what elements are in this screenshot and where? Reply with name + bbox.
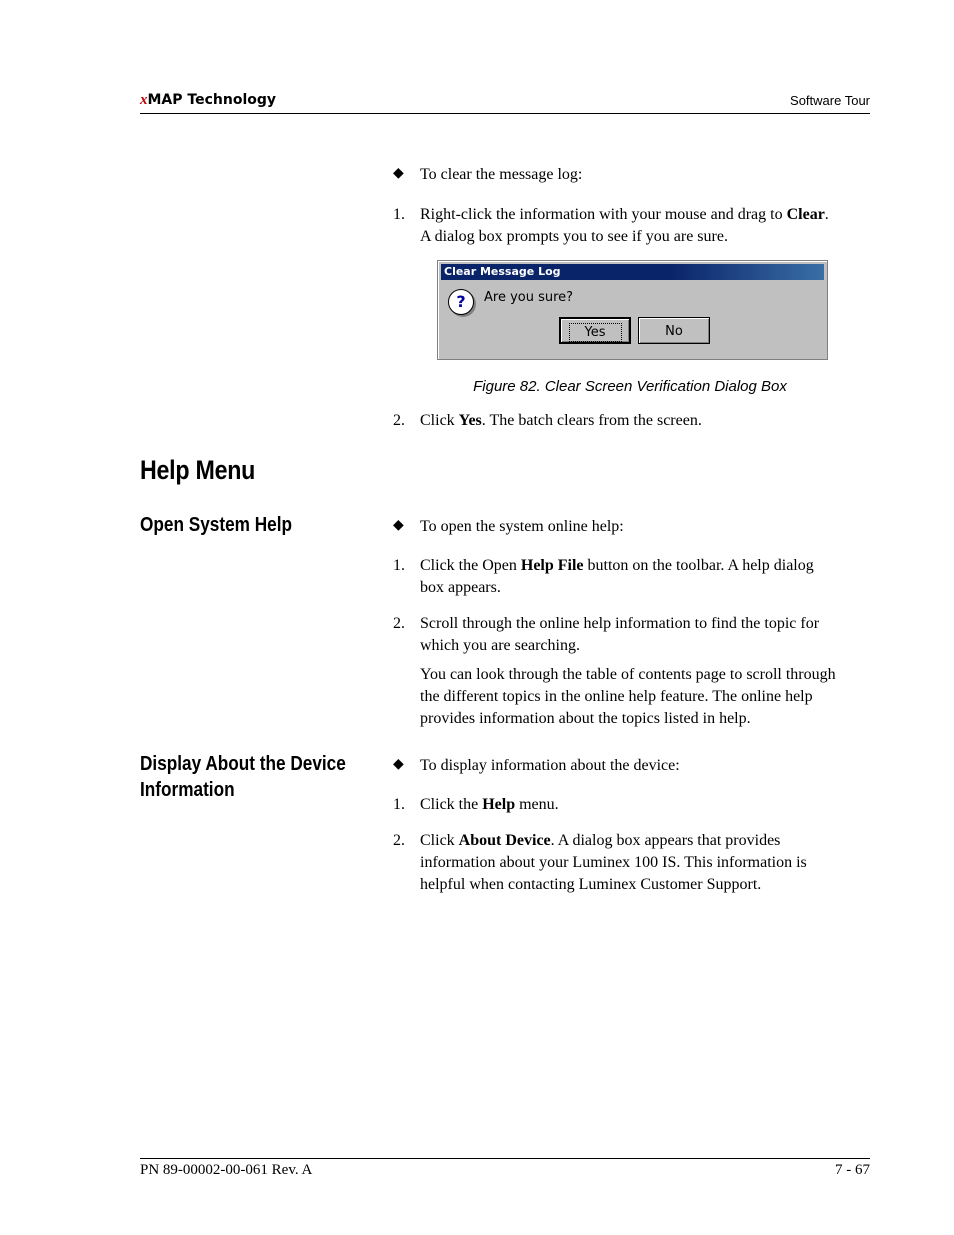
step-text: Click <box>420 412 459 429</box>
step-bold: Help <box>482 796 516 813</box>
step-text: Right-click the information with your mouse and drag to <box>420 206 787 223</box>
step-bold: Clear <box>786 206 825 223</box>
clear-message-log-dialog <box>437 260 828 360</box>
no-button[interactable]: No <box>638 317 710 344</box>
step-number: 2. <box>393 832 405 849</box>
about-device-step1 <box>420 794 870 816</box>
brand-name: MAP Technology <box>147 92 277 108</box>
help-menu-heading: Help Menu <box>140 455 256 485</box>
step-text: which you are searching. <box>420 637 580 654</box>
step-text: button on the toolbar. A help dialog <box>583 557 814 574</box>
step-bold: About Device <box>458 832 551 849</box>
yes-label: Yes <box>571 325 620 340</box>
step-text: menu. <box>515 796 559 813</box>
step-number: 2. <box>393 412 405 429</box>
open-help-paragraph <box>420 664 870 730</box>
para-text: You can look through the table of contents page to scroll through <box>420 666 836 683</box>
step-text: Click the <box>420 796 483 813</box>
step-bold: Help File <box>520 557 584 574</box>
step-text: box appears. <box>420 579 501 596</box>
step-number: 2. <box>393 615 405 632</box>
diamond-bullet-icon: ◆ <box>393 166 404 181</box>
step-text: . The batch clears from the screen. <box>481 412 702 429</box>
footer-page-number: 7 - 67 <box>835 1162 870 1178</box>
clear-log-intro: To clear the message log: <box>420 166 583 183</box>
yes-button[interactable] <box>559 317 631 344</box>
header-rule <box>140 113 870 114</box>
question-icon: ? <box>448 289 474 315</box>
step-text: Click <box>420 832 459 849</box>
open-help-intro: To open the system online help: <box>420 518 624 535</box>
figure-caption: Figure 82. Clear Screen Verification Dialog Box <box>473 378 787 395</box>
footer-rule <box>140 1158 870 1159</box>
step-number: 1. <box>393 206 405 223</box>
header-brand <box>140 92 276 109</box>
step-text: Click the Open <box>420 557 521 574</box>
about-device-intro: To display information about the device: <box>420 757 680 774</box>
step-text: . <box>824 206 829 223</box>
dialog-title: Clear Message Log <box>441 264 824 280</box>
about-device-step2 <box>420 830 870 896</box>
clear-log-step2 <box>420 410 870 432</box>
brand-prefix: x <box>140 92 148 108</box>
heading-line: Display About the Device <box>140 753 346 775</box>
step-text: . A dialog box appears that provides <box>550 832 781 849</box>
dialog-message: Are you sure? <box>484 290 574 305</box>
diamond-bullet-icon: ◆ <box>393 518 404 533</box>
step-number: 1. <box>393 557 405 574</box>
footer-part-number: PN 89-00002-00-061 Rev. A <box>140 1162 313 1178</box>
step-text: helpful when contacting Luminex Customer Support. <box>420 876 762 893</box>
about-device-heading <box>140 751 372 803</box>
step-number: 1. <box>393 796 405 813</box>
open-help-step2 <box>420 613 870 657</box>
open-system-help-heading: Open System Help <box>140 514 292 536</box>
header-section: Software Tour <box>790 93 870 108</box>
step-text: A dialog box prompts you to see if you are sure. <box>420 228 728 245</box>
step-bold: Yes <box>458 412 482 429</box>
para-text: provides information about the topics listed in help. <box>420 710 751 727</box>
clear-log-step1 <box>420 204 870 248</box>
heading-line: Information <box>140 779 235 801</box>
step-text: Scroll through the online help information to find the topic for <box>420 615 820 632</box>
step-text: information about your Luminex 100 IS. This information is <box>420 854 807 871</box>
diamond-bullet-icon: ◆ <box>393 757 404 772</box>
para-text: the different topics in the online help feature. The online help <box>420 688 813 705</box>
open-help-step1 <box>420 555 870 599</box>
